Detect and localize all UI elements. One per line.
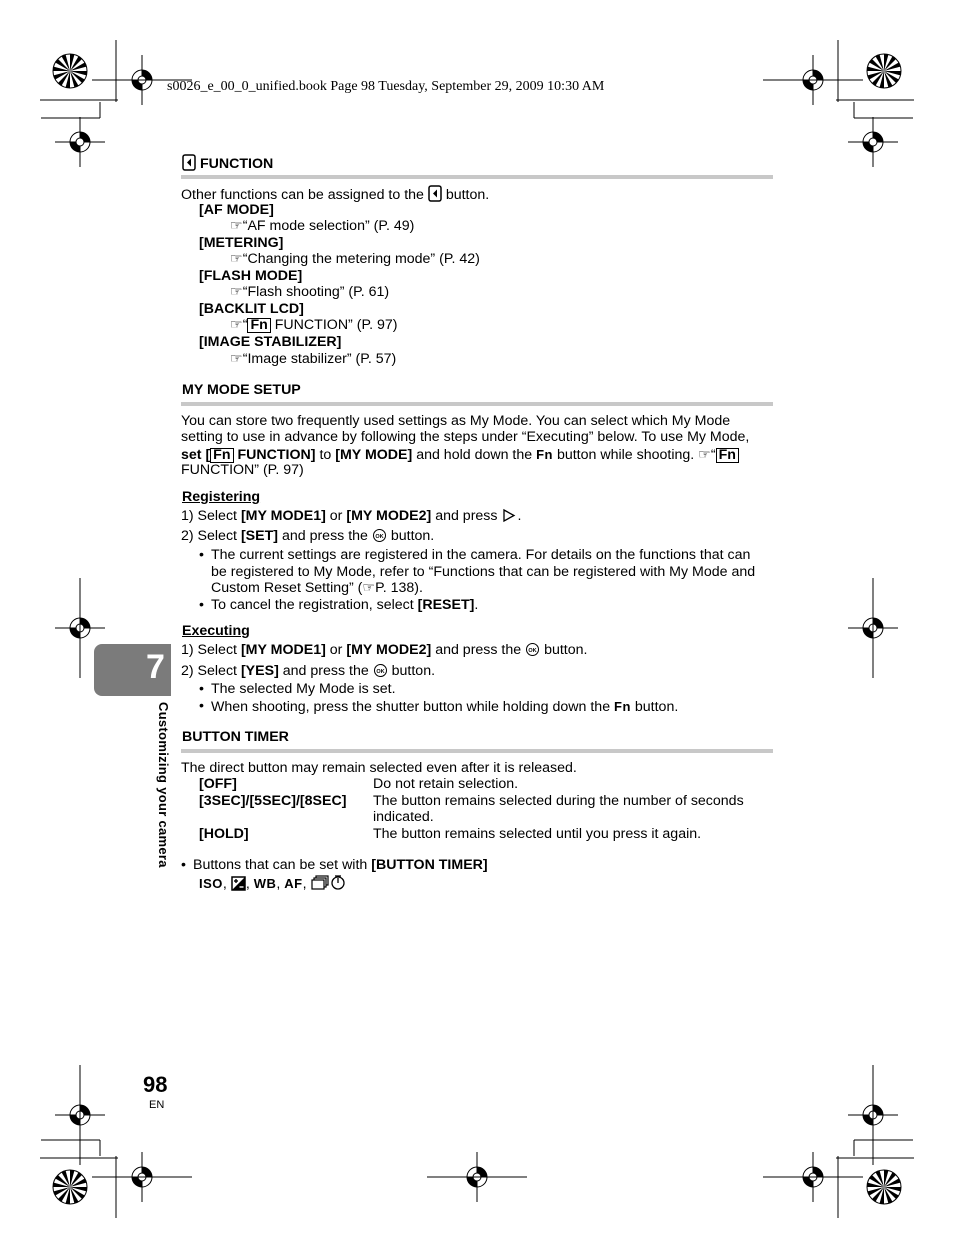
registering-bullet-text: To cancel the registration, select [RESET]. — [211, 597, 479, 613]
executing-step-2: 2) Select [YES] and press the OK button. — [181, 663, 436, 679]
chapter-number: 7 — [146, 648, 165, 686]
section-rule — [181, 749, 773, 753]
registering-bullet-text: be registered to My Mode, refer to “Functions that can be registered with My Mode and — [211, 564, 756, 580]
fn-boxed-label: Fn — [716, 448, 739, 463]
section-title-my-mode: MY MODE SETUP — [182, 382, 301, 398]
section-title-function: FUNCTION — [182, 154, 273, 173]
fn-boxed-label: Fn — [210, 448, 233, 463]
function-item-ref: ☞“ Fn FUNCTION” (P. 97) — [230, 317, 398, 333]
function-item-ref: ☞“AF mode selection” (P. 49) — [230, 218, 415, 234]
ok-button-icon — [372, 528, 387, 543]
button-timer-buttons: ISO, , WB, AF, — [199, 874, 347, 893]
button-timer-intro: The direct button may remain selected even after it is released. — [181, 760, 577, 776]
executing-step-1: 1) Select [MY MODE1] or [MY MODE2] and press the OK button. — [181, 642, 588, 658]
executing-bullet: • — [199, 681, 204, 697]
exposure-compensation-icon — [231, 876, 246, 891]
registering-bullet: • — [199, 547, 204, 563]
ok-button-icon — [525, 642, 540, 657]
registering-bullet-text: Custom Reset Setting” (☞P. 138). — [211, 580, 423, 596]
registering-bullet: • — [199, 597, 204, 613]
function-item-ref: ☞“Image stabilizer” (P. 57) — [230, 351, 397, 367]
af-button-label: AF — [284, 876, 303, 891]
section-title-button-timer: BUTTON TIMER — [182, 729, 289, 745]
fn-button-icon: Fn — [614, 699, 631, 714]
reference-pointer-icon: ☞ — [230, 218, 243, 234]
reference-pointer-icon: ☞ — [698, 447, 711, 463]
reference-pointer-icon: ☞ — [230, 351, 243, 367]
timer-option-desc: The button remains selected until you press it again. — [373, 826, 702, 842]
timer-option-desc: indicated. — [373, 809, 434, 825]
reference-pointer-icon: ☞ — [230, 251, 243, 267]
left-arrow-button-icon — [428, 185, 442, 202]
svg-text:OK: OK — [376, 669, 385, 675]
registering-step-1: 1) Select [MY MODE1] or [MY MODE2] and press . — [181, 508, 522, 524]
my-mode-paragraph-line: FUNCTION” (P. 97) — [181, 462, 304, 478]
drive-self-timer-icon — [311, 874, 347, 891]
executing-bullet-text: When shooting, press the shutter button while holding down the Fn button. — [211, 699, 679, 715]
button-timer-note: Buttons that can be set with [BUTTON TIMER] — [193, 857, 488, 873]
section-rule — [181, 175, 773, 179]
registering-step-2: 2) Select [SET] and press the OK button. — [181, 528, 435, 544]
executing-bullet: • — [199, 698, 204, 714]
button-timer-note-bullet: • — [181, 857, 186, 873]
reference-pointer-icon: ☞ — [362, 580, 376, 596]
function-item-ref: ☞“Changing the metering mode” (P. 42) — [230, 251, 480, 267]
fn-button-icon: Fn — [536, 447, 553, 462]
language-code: EN — [149, 1099, 165, 1111]
function-item-name: [FLASH MODE] — [199, 268, 303, 284]
timer-option-desc: Do not retain selection. — [373, 776, 519, 792]
iso-button-label: ISO — [199, 876, 223, 891]
right-arrow-icon — [501, 508, 517, 523]
function-item-name: [AF MODE] — [199, 202, 274, 218]
function-intro: Other functions can be assigned to the button. — [181, 187, 490, 203]
my-mode-paragraph-line: You can store two frequently used settings as My Mode. You can select which My Mode — [181, 413, 731, 429]
section-rule — [181, 402, 773, 406]
function-item-name: [BACKLIT LCD] — [199, 301, 304, 317]
wb-button-label: WB — [253, 876, 277, 891]
registering-bullet-text: The current settings are registered in the camera. For details on the functions that can — [211, 547, 751, 563]
book-header: s0026_e_00_0_unified.book Page 98 Tuesday, September 29, 2009 10:30 AM — [167, 79, 605, 94]
my-mode-paragraph-line: set [ Fn FUNCTION] to [MY MODE] and hold down the Fn button while shooting. ☞“ Fn — [181, 446, 739, 464]
timer-option-key: [OFF] — [199, 776, 237, 792]
chapter-title-vertical: Customizing your camera — [156, 702, 171, 868]
timer-option-key: [3SEC]/[5SEC]/[8SEC] — [199, 793, 347, 809]
function-item-name: [METERING] — [199, 235, 284, 251]
function-item-ref: ☞“Flash shooting” (P. 61) — [230, 284, 390, 300]
svg-text:OK: OK — [375, 534, 384, 540]
left-arrow-button-icon — [182, 154, 196, 171]
executing-bullet-text: The selected My Mode is set. — [211, 681, 396, 697]
registering-heading: Registering — [182, 489, 261, 505]
reference-pointer-icon: ☞ — [230, 317, 243, 333]
reference-pointer-icon: ☞ — [230, 284, 243, 300]
function-item-name: [IMAGE STABILIZER] — [199, 334, 342, 350]
my-mode-paragraph-line: setting to use in advance by following the steps under “Executing” below. To use My Mode, — [181, 429, 750, 445]
executing-heading: Executing — [182, 623, 250, 639]
page-number: 98 — [143, 1072, 168, 1097]
fn-boxed-label: Fn — [247, 318, 270, 333]
timer-option-key: [HOLD] — [199, 826, 249, 842]
ok-button-icon — [373, 663, 388, 678]
timer-option-desc: The button remains selected during the number of seconds — [373, 793, 744, 809]
svg-text:OK: OK — [528, 648, 537, 654]
